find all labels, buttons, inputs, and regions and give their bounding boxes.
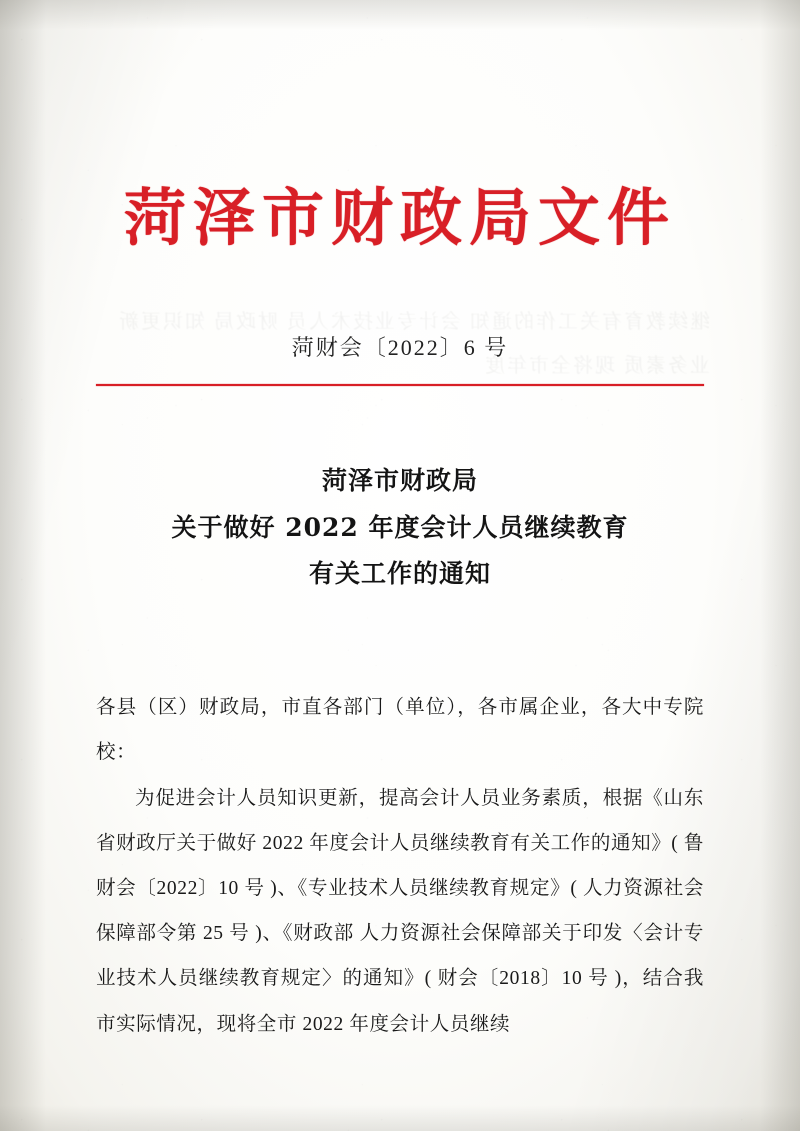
bleed-through-ghost-text: 继续教育有关工作的通知 会计专业技术人员 财政局 知识更新 业务素质 现将全市年度: [117, 311, 710, 377]
title-line-1: 菏泽市财政局: [321, 466, 478, 496]
scan-edge-shadow-top: [0, 0, 800, 30]
document-content: [0, 182, 800, 1047]
title-line-2: 关于做好 2022 年度会计人员继续教育: [171, 512, 629, 542]
body-paragraph-1: 为促进会计人员知识更新，提高会计人员业务素质，根据《山东省财政厅关于做好 2022 年度会计人员继续教育有关工作的通知》( 鲁财会〔2022〕10 号 )、《专业技术人员继续教育规定》( 人力资源社会保障部令第 25 号 )、《财政部 人力资源社会保障部关于印发〈会计专业技术人员继续教育规定〉的通知》( 财会〔2018〕10 号 )，结合我市实际情况，现将全市 2022 年度会计人员继续: [96, 787, 704, 1035]
document-body: [96, 685, 704, 1047]
document-number: 菏财会〔2022〕6 号: [291, 335, 509, 361]
document-masthead: 菏泽市财政局文件: [123, 181, 676, 254]
red-horizontal-rule: [96, 384, 704, 386]
title-line-3: 有关工作的通知: [308, 558, 491, 588]
document-title: [96, 458, 704, 597]
body-addressee: 各县（区）财政局，市直各部门（单位），各市属企业，各大中专院校：: [96, 697, 704, 764]
scan-edge-shadow-bottom: [0, 1105, 800, 1131]
